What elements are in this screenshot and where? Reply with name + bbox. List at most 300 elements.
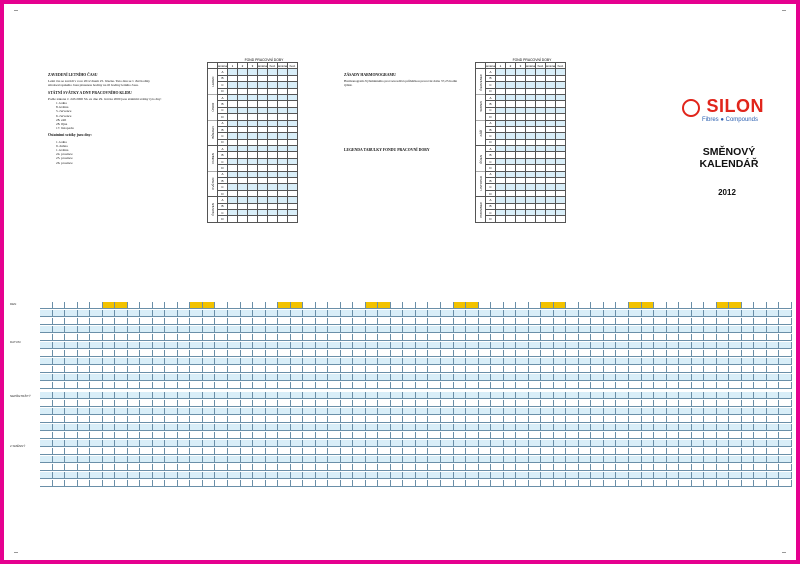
strip-cell <box>203 448 216 455</box>
strip-cell <box>516 432 529 439</box>
strip-cell <box>266 432 279 439</box>
strip-cell <box>328 350 341 357</box>
strip-cell <box>215 326 228 333</box>
strip-cell <box>228 374 241 381</box>
strip-row <box>40 326 792 333</box>
strip-cell <box>629 472 642 479</box>
strip-cell <box>128 392 141 399</box>
strip-cell <box>403 382 416 389</box>
strip-cell <box>516 424 529 431</box>
strip-cell <box>366 366 379 373</box>
strip-cell <box>165 302 178 309</box>
strip-cell <box>717 464 730 471</box>
strip-cell <box>128 318 141 325</box>
strip-cell <box>767 310 780 317</box>
strip-cell <box>566 366 579 373</box>
strip-cell <box>692 416 705 423</box>
strip-cell <box>416 374 429 381</box>
month-label: LEDEN <box>208 69 218 95</box>
strip-cell <box>341 400 354 407</box>
table-cell <box>526 216 536 222</box>
strip-cell <box>629 302 642 309</box>
strip-cell <box>328 302 341 309</box>
strip-cell <box>491 472 504 479</box>
strip-cell <box>491 302 504 309</box>
strip-cell <box>241 456 254 463</box>
strip-cell <box>115 342 128 349</box>
strip-cell <box>253 448 266 455</box>
strip-cell <box>541 432 554 439</box>
strip-cell <box>591 342 604 349</box>
strip-cell <box>454 302 467 309</box>
strip-cell <box>178 326 191 333</box>
strip-cell <box>591 318 604 325</box>
strip-cell <box>140 432 153 439</box>
strip-cell <box>190 456 203 463</box>
strip-cell <box>115 440 128 447</box>
strip-cell <box>742 302 755 309</box>
strip-cell <box>767 382 780 389</box>
strip-cell <box>667 480 680 487</box>
strip-cell <box>190 310 203 317</box>
strip-cell <box>278 392 291 399</box>
strip-cell <box>215 472 228 479</box>
strip-cell <box>416 302 429 309</box>
strip-cell <box>529 374 542 381</box>
strip-cell <box>692 424 705 431</box>
strip-cell <box>704 334 717 341</box>
strip-cell <box>203 374 216 381</box>
strip-cell <box>629 408 642 415</box>
strip-cell <box>742 318 755 325</box>
shift-letter: C <box>486 184 496 190</box>
strip-cell <box>729 424 742 431</box>
strip-cell <box>53 416 66 423</box>
strip-cell <box>78 440 91 447</box>
strip-cell <box>767 334 780 341</box>
strip-cell <box>729 318 742 325</box>
list-item: 1. ledna <box>56 139 67 144</box>
strip-cell <box>366 464 379 471</box>
strip-cell <box>203 326 216 333</box>
strip-cell <box>90 342 103 349</box>
strip-cell <box>428 432 441 439</box>
strip-cell <box>566 318 579 325</box>
strip-cell <box>579 464 592 471</box>
strip-cell <box>441 374 454 381</box>
list-item: 26. prosince <box>56 160 73 165</box>
strip-cell <box>591 416 604 423</box>
strip-cell <box>579 310 592 317</box>
strip-cell <box>428 464 441 471</box>
strip-cell <box>642 342 655 349</box>
strip-cell <box>303 432 316 439</box>
list-item: 25. prosince <box>56 156 73 161</box>
shift-letter: A <box>218 171 228 177</box>
strip-cell <box>416 350 429 357</box>
strip-cell <box>516 440 529 447</box>
strip-cell <box>479 318 492 325</box>
strip-cell <box>679 432 692 439</box>
strip-cell <box>616 432 629 439</box>
table-cell <box>278 216 288 222</box>
strip-cell <box>228 366 241 373</box>
strip-cell <box>541 440 554 447</box>
heading: Ostatními svátky jsou dny: <box>48 133 92 138</box>
strip-cell <box>504 302 517 309</box>
strip-cell <box>403 440 416 447</box>
strip-cell <box>729 358 742 365</box>
strip-cell <box>366 326 379 333</box>
strip-cell <box>78 432 91 439</box>
strip-cell <box>153 310 166 317</box>
shift-letter: B <box>486 75 496 81</box>
strip-cell <box>190 358 203 365</box>
strip-cell <box>529 350 542 357</box>
strip-cell <box>604 358 617 365</box>
strip-cell <box>78 448 91 455</box>
strip-cell <box>53 424 66 431</box>
month-label: DUBEN <box>208 146 218 172</box>
strip-cell <box>654 480 667 487</box>
strip-cell <box>729 374 742 381</box>
strip-cell <box>692 342 705 349</box>
strip-cell <box>679 440 692 447</box>
strip-cell <box>266 416 279 423</box>
strip-cell <box>466 400 479 407</box>
strip-cell <box>78 480 91 487</box>
strip-cell <box>103 480 116 487</box>
shift-letter: A <box>218 197 228 203</box>
strip-cell <box>291 400 304 407</box>
strip-cell <box>278 326 291 333</box>
strip-cell <box>303 448 316 455</box>
strip-cell <box>679 456 692 463</box>
strip-cell <box>441 382 454 389</box>
strip-cell <box>454 416 467 423</box>
strip-cell <box>103 350 116 357</box>
strip-cell <box>679 374 692 381</box>
strip-cell <box>754 408 767 415</box>
strip-cell <box>704 358 717 365</box>
strip-cell <box>366 424 379 431</box>
strip-cell <box>241 400 254 407</box>
strip-cell <box>479 464 492 471</box>
strip-cell <box>529 464 542 471</box>
strip-cell <box>403 366 416 373</box>
strip-cell <box>779 374 792 381</box>
strip-cell <box>53 358 66 365</box>
shift-letter: A <box>218 146 228 152</box>
strip-cell <box>679 302 692 309</box>
strip-cell <box>579 480 592 487</box>
strip-cell <box>516 392 529 399</box>
paragraph: Harmonogram čtyřsměnného provozu udává průběžnou pracovní dobu 37,25 hodin týdně. <box>344 79 458 88</box>
strip-cell <box>128 464 141 471</box>
strip-cell <box>591 382 604 389</box>
paragraph: Letní čas se zavádí v roce 2012 dnem 25. března. Tuto dnu se v dvě hodiny středoevropského času přesunou hodiny na tři hodiny letního času. <box>48 79 150 88</box>
work-fund-table-1 <box>207 58 321 223</box>
strip-cell <box>165 350 178 357</box>
shift-letter: A <box>486 120 496 126</box>
strip-cell <box>654 408 667 415</box>
strip-cell <box>153 424 166 431</box>
strip-cell <box>491 310 504 317</box>
strip-cell <box>278 318 291 325</box>
strip-cell <box>566 456 579 463</box>
list-item: 24. prosince <box>56 152 73 157</box>
strip-cell <box>642 310 655 317</box>
calendar-sheet <box>4 4 796 560</box>
strip-cell <box>629 456 642 463</box>
strip-cell <box>466 302 479 309</box>
strip-cell <box>779 448 792 455</box>
strip-cell <box>729 382 742 389</box>
strip-cell <box>742 448 755 455</box>
strip-cell <box>353 366 366 373</box>
strip-cell <box>767 464 780 471</box>
strip-cell <box>754 416 767 423</box>
strip-cell <box>491 366 504 373</box>
strip-cell <box>165 358 178 365</box>
strip-cell <box>266 318 279 325</box>
strip-cell <box>516 310 529 317</box>
strip-cell <box>40 416 53 423</box>
strip-cell <box>316 392 329 399</box>
strip-cell <box>754 432 767 439</box>
strip-cell <box>391 358 404 365</box>
strip-cell <box>115 456 128 463</box>
strip-cell <box>454 400 467 407</box>
strip-cell <box>353 416 366 423</box>
strip-cell <box>403 448 416 455</box>
strip-cell <box>667 416 680 423</box>
header-cell: 2 <box>506 63 516 69</box>
strip-cell <box>579 448 592 455</box>
strip-cell <box>604 432 617 439</box>
strip-cell <box>140 400 153 407</box>
strip-cell <box>466 440 479 447</box>
strip-cell <box>479 358 492 365</box>
strip-cell <box>504 318 517 325</box>
strip-cell <box>479 480 492 487</box>
strip-cell <box>115 392 128 399</box>
strip-cell <box>353 480 366 487</box>
strip-cell <box>341 424 354 431</box>
strip-cell <box>228 432 241 439</box>
strip-cell <box>717 480 730 487</box>
strip-cell <box>90 416 103 423</box>
shift-letter: A <box>486 69 496 75</box>
strip-cell <box>566 350 579 357</box>
strip-cell <box>604 310 617 317</box>
strip-cell <box>504 432 517 439</box>
strip-cell <box>416 424 429 431</box>
strip-cell <box>742 464 755 471</box>
strip-cell <box>504 334 517 341</box>
strip-cell <box>779 440 792 447</box>
strip-cell <box>291 480 304 487</box>
strip-cell <box>228 326 241 333</box>
strip-cell <box>504 342 517 349</box>
strip-cell <box>629 374 642 381</box>
strip-cell <box>654 326 667 333</box>
strip-cell <box>428 326 441 333</box>
strip-cell <box>428 382 441 389</box>
strip-cell <box>629 424 642 431</box>
strip-cell <box>516 334 529 341</box>
strip-cell <box>591 472 604 479</box>
strip-cell <box>504 408 517 415</box>
strip-cell <box>428 342 441 349</box>
strip-label: 2 SMĚNNÝ <box>10 444 26 448</box>
strip-cell <box>729 448 742 455</box>
strip-cell <box>441 366 454 373</box>
strip-cell <box>140 440 153 447</box>
strip-cell <box>40 374 53 381</box>
strip-cell <box>40 472 53 479</box>
strip-cell <box>541 318 554 325</box>
strip-cell <box>717 302 730 309</box>
strip-cell <box>53 400 66 407</box>
strip-row <box>40 310 792 317</box>
shift-letter: C <box>486 107 496 113</box>
strip-cell <box>704 392 717 399</box>
strip-cell <box>165 424 178 431</box>
shift-letter: D <box>486 165 496 171</box>
strip-cell <box>140 358 153 365</box>
strip-cell <box>165 334 178 341</box>
strip-cell <box>165 318 178 325</box>
strip-cell <box>366 350 379 357</box>
strip-cell <box>529 310 542 317</box>
strip-cell <box>353 392 366 399</box>
strip-cell <box>153 472 166 479</box>
strip-cell <box>454 318 467 325</box>
strip-cell <box>779 456 792 463</box>
strip-cell <box>165 464 178 471</box>
strip-cell <box>328 416 341 423</box>
strip-cell <box>416 400 429 407</box>
strip-cell <box>416 310 429 317</box>
strip-cell <box>253 400 266 407</box>
strip-cell <box>103 400 116 407</box>
shift-letter: D <box>218 114 228 120</box>
strip-cell <box>153 440 166 447</box>
strip-cell <box>78 334 91 341</box>
strip-cell <box>178 424 191 431</box>
strip-cell <box>378 432 391 439</box>
strip-cell <box>704 342 717 349</box>
strip-cell <box>190 400 203 407</box>
strip-cell <box>667 456 680 463</box>
strip-cell <box>165 448 178 455</box>
strip-cell <box>579 342 592 349</box>
strip-cell <box>253 480 266 487</box>
strip-cell <box>391 350 404 357</box>
strip-cell <box>742 350 755 357</box>
strip-cell <box>366 440 379 447</box>
strip-cell <box>704 432 717 439</box>
shift-letter: C <box>218 133 228 139</box>
strip-cell <box>303 464 316 471</box>
strip-cell <box>604 366 617 373</box>
strip-cell <box>754 456 767 463</box>
strip-cell <box>140 374 153 381</box>
strip-cell <box>704 464 717 471</box>
strip-cell <box>742 382 755 389</box>
strip-cell <box>366 416 379 423</box>
strip-cell <box>353 382 366 389</box>
strip-cell <box>78 464 91 471</box>
strip-cell <box>178 318 191 325</box>
strip-cell <box>729 310 742 317</box>
strip-cell <box>642 334 655 341</box>
strip-cell <box>642 366 655 373</box>
logo-icon <box>682 99 700 117</box>
strip-cell <box>328 334 341 341</box>
strip-cell <box>40 480 53 487</box>
strip-cell <box>53 334 66 341</box>
strip-cell <box>316 310 329 317</box>
strip-cell <box>591 358 604 365</box>
strip-cell <box>654 310 667 317</box>
strip-cell <box>65 472 78 479</box>
strip-cell <box>454 342 467 349</box>
strip-cell <box>90 334 103 341</box>
strip-cell <box>115 366 128 373</box>
strip-cell <box>153 342 166 349</box>
strip-label: DATUM <box>10 340 21 344</box>
strip-cell <box>103 302 116 309</box>
strip-cell <box>378 440 391 447</box>
strip-cell <box>253 416 266 423</box>
strip-cell <box>566 400 579 407</box>
strip-cell <box>65 366 78 373</box>
strip-cell <box>278 342 291 349</box>
strip-cell <box>591 408 604 415</box>
strip-cell <box>616 366 629 373</box>
strip-cell <box>466 464 479 471</box>
header-cell: směna <box>218 63 228 68</box>
strip-cell <box>391 456 404 463</box>
strip-cell <box>504 374 517 381</box>
strip-cell <box>692 334 705 341</box>
strip-cell <box>504 448 517 455</box>
strip-cell <box>378 472 391 479</box>
strip-cell <box>629 358 642 365</box>
strip-row <box>40 464 792 471</box>
strip-cell <box>203 382 216 389</box>
strip-cell <box>215 400 228 407</box>
strip-cell <box>529 472 542 479</box>
strip-cell <box>466 392 479 399</box>
strip-cell <box>591 432 604 439</box>
strip-cell <box>504 440 517 447</box>
strip-cell <box>203 416 216 423</box>
strip-cell <box>153 416 166 423</box>
list-item: 5. července <box>56 109 72 114</box>
strip-cell <box>190 416 203 423</box>
strip-cell <box>353 464 366 471</box>
strip-cell <box>178 366 191 373</box>
strip-cell <box>466 416 479 423</box>
strip-cell <box>616 416 629 423</box>
strip-row <box>40 342 792 349</box>
strip-cell <box>391 408 404 415</box>
strip-cell <box>215 310 228 317</box>
strip-cell <box>103 374 116 381</box>
